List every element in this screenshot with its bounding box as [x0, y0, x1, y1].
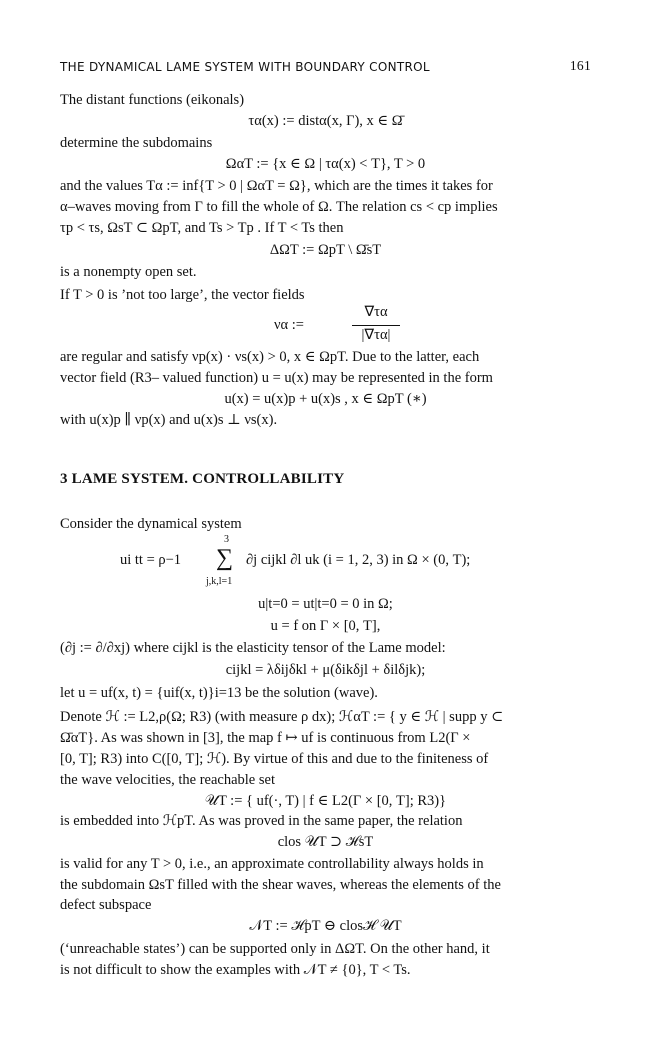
equation-elasticity-tensor: cijkl = λδijδkl + μ(δikδjl + δilδjk);: [225, 662, 426, 678]
equation-defect-subspace: 𝒩T := ℋpT ⊖ closℋ 𝒰T: [249, 918, 402, 934]
text-line: is embedded into ℋpT. As was proved in the same paper, the relation: [60, 813, 463, 829]
text-line: Denote ℋ := L2,ρ(Ω; R3) (with measure ρ dx); ℋαT := { y ∈ ℋ | supp y ⊂: [60, 709, 504, 725]
text-line: Ω̄αT}. As was shown in [3], the map f ↦ uf is continuous from L2(Γ ×: [60, 730, 471, 746]
equation-vector-field: [270, 304, 430, 348]
sum-upper-limit: 3: [224, 534, 229, 545]
sum-lower-limit: j,k,l=1: [206, 576, 233, 587]
equation-lame-system: [120, 534, 590, 592]
equation-initial-condition: u|t=0 = ut|t=0 = 0 in Ω;: [258, 596, 393, 612]
page-number: 161: [569, 58, 591, 73]
text-line: defect subspace: [60, 897, 152, 913]
equation-lhs: ui tt = ρ−1: [120, 552, 182, 568]
equation-closure: clos 𝒰T ⊃ ℋsT: [277, 834, 374, 850]
text-line: is valid for any T > 0, i.e., an approximate controllability always holds in: [60, 856, 484, 872]
equation-body: ∂j cijkl ∂l uk (i = 1, 2, 3) in Ω × (0, T);: [246, 552, 471, 568]
fraction-lhs: να :=: [274, 317, 304, 333]
equation-eikonal: τα(x) := distα(x, Γ), x ∈ Ω̄: [248, 113, 403, 129]
equation-boundary-condition: u = f on Γ × [0, T],: [270, 618, 381, 634]
text-line: and the values Tα := inf{T > 0 | ΩαT = Ω}, which are the times it takes for: [60, 178, 493, 194]
text-line: determine the subdomains: [60, 135, 213, 151]
equation-subdomain: ΩαT := {x ∈ Ω | τα(x) < T}, T > 0: [225, 156, 426, 172]
section-heading: 3 LAME SYSTEM. CONTROLLABILITY: [60, 471, 345, 487]
text-line: If T > 0 is ’not too large’, the vector fields: [60, 287, 305, 303]
equation-reachable-set: 𝒰T := { uf(·, T) | f ∈ L2(Γ × [0, T]; R3)}: [204, 793, 447, 809]
text-line: with u(x)p ∥ νp(x) and u(x)s ⊥ νs(x).: [60, 412, 278, 428]
equation-decomposition: u(x) = u(x)p + u(x)s , x ∈ ΩpT (∗): [224, 391, 427, 407]
running-header: [60, 58, 591, 76]
text-line: Consider the dynamical system: [60, 516, 242, 532]
text-line: let u = uf(x, t) = {uif(x, t)}i=13 be the solution (wave).: [60, 685, 378, 701]
text-line: the subdomain ΩsT filled with the shear waves, whereas the elements of the: [60, 877, 501, 893]
text-line: (∂j := ∂/∂xj) where cijkl is the elasticity tensor of the Lame model:: [60, 640, 446, 656]
text-line: τp < τs, ΩsT ⊂ ΩpT, and Ts > Tp . If T < Ts then: [60, 220, 344, 236]
text-line: is not difficult to show the examples with 𝒩T ≠ {0}, T < Ts.: [60, 962, 411, 978]
fraction-bar: [352, 325, 400, 326]
fraction-denominator: |∇τα|: [361, 327, 391, 343]
fraction-numerator: ∇τα: [364, 304, 388, 320]
text-line: vector field (R3– valued function) u = u(x) may be represented in the form: [60, 370, 493, 386]
text-line: (‘unreachable states’) can be supported only in ΔΩT. On the other hand, it: [60, 941, 490, 957]
text-line: The distant functions (eikonals): [60, 92, 245, 108]
text-line: α–waves moving from Γ to fill the whole of Ω. The relation cs < cp implies: [60, 199, 498, 215]
sum-sign: ∑: [216, 545, 234, 571]
text-line: the wave velocities, the reachable set: [60, 772, 275, 788]
equation-delta-omega: ΔΩT := ΩpT \ Ω̄sT: [269, 242, 382, 258]
running-title: THE DYNAMICAL LAME SYSTEM WITH BOUNDARY CONTROL: [60, 60, 430, 74]
text-line: is a nonempty open set.: [60, 264, 197, 280]
paper-page: [60, 0, 591, 1053]
text-line: are regular and satisfy νp(x) · νs(x) > 0, x ∈ ΩpT. Due to the latter, each: [60, 349, 480, 365]
text-line: [0, T]; R3) into C([0, T]; ℋ). By virtue of this and due to the finiteness of: [60, 751, 489, 767]
